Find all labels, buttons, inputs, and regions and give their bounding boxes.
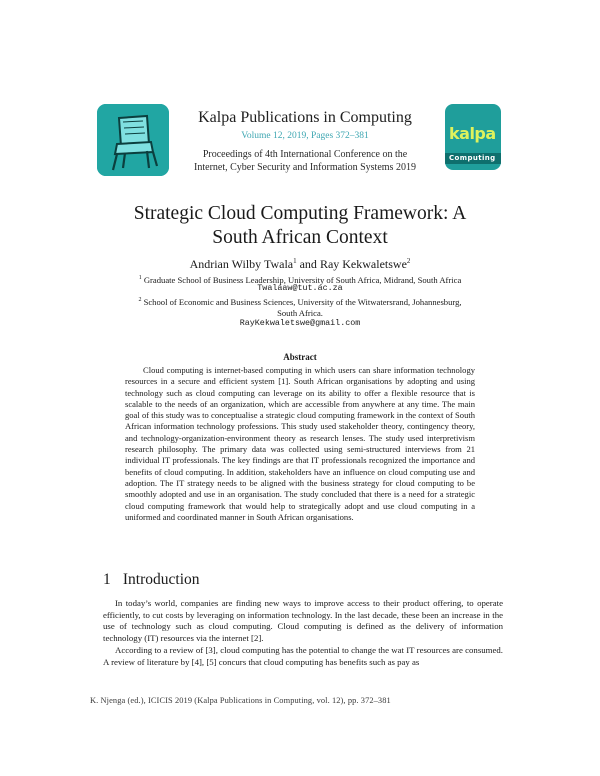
paragraph: According to a review of [3], cloud computing has the potential to change the wat IT resources are consumed. A review of literature by [4], [5] concurs that cloud computing has benefits such as pay as	[103, 645, 503, 667]
author-list	[60, 257, 540, 272]
paper-title	[60, 202, 540, 250]
title-line-1: Strategic Cloud Computing Framework: A	[133, 203, 467, 224]
kalpa-computing-logo	[445, 104, 501, 170]
footer-citation: K. Njenga (ed.), ICICIS 2019 (Kalpa Publications in Computing, vol. 12), pp. 372–381	[90, 696, 391, 705]
series-title: Kalpa Publications in Computing	[198, 109, 412, 126]
paragraph: In today’s world, companies are finding new ways to improve access to their product offering, to operate efficiently, to cut costs by leveraging on information technology. In the last decade, these been an increase in the use of technology such as cloud computing. Cloud computing is defined as the delivery of information technology (IT) resources via the internet [2].	[103, 598, 503, 643]
author-email[interactable]: RayKekwaletswe@gmail.com	[239, 318, 361, 328]
proceedings-line-2: Internet, Cyber Security and Information Systems 2019	[194, 162, 416, 173]
affiliation-text: School of Economic and Business Sciences, University of the Witwatersrand, Johannesburg,	[141, 296, 462, 307]
affiliation-text: Graduate School of Business Leadership, University of South Africa, Midrand, South Africa	[141, 274, 462, 285]
abstract-heading: Abstract	[283, 352, 317, 362]
abstract-body: Cloud computing is internet-based computing in which users can share information technology resources in a secure and efficient system [1]. South African organisations by adopting and using technology such as cloud computing can leverage on its ability to offer a flexible resource that is scalable to the needs of an organization, which are accessible from anywhere at any time. The main goal of this study was to conceptualise a strategic cloud computing framework in the context of South African information technology professions. This study used stakeholder theory, contingency theory, and technology-organization-environment theory as research lenses. The study used interpretivism research philosophy. The primary data was collected using semi-structured interviews from 21 individual IT professionals. The key findings are that IT professionals recognized the importance and benefits of cloud computing. In addition, stakeholders have an influence on cloud computing use and adoption. The IT strategy needs to be aligned with the business strategy for cloud computing to be smoothly adopted and use in an organisation. The study concluded that there is a need for a strategic cloud computing framework that would help to strategically adopt and use cloud computing in a uniformed and coordinated manner in South African organisations.	[125, 365, 475, 522]
logo-computing-word: Computing	[449, 154, 496, 162]
author-email[interactable]: Twalaaw@tut.ac.za	[257, 283, 343, 293]
author-name: Andrian Wilby Twala	[189, 257, 294, 271]
chair-logo-icon	[97, 104, 169, 176]
affiliation-superscript: 1	[138, 275, 142, 281]
section-title: Introduction	[122, 571, 200, 588]
author-joiner: and	[296, 257, 320, 271]
section-number: 1	[103, 571, 111, 588]
affiliation-text: South Africa.	[277, 308, 323, 319]
logo-kalpa-word: kalpa	[449, 124, 496, 143]
author-name: Ray Kekwaletswe	[319, 257, 407, 271]
volume-pages-link[interactable]: Volume 12, 2019, Pages 372–381	[241, 131, 369, 141]
section-heading	[103, 571, 200, 589]
affiliation-2	[110, 295, 490, 319]
author-superscript: 1	[293, 257, 297, 265]
title-line-2: South African Context	[212, 227, 388, 248]
proceedings-info	[170, 148, 440, 174]
kalpa-chair-logo	[97, 104, 169, 176]
proceedings-line-1: Proceedings of 4th International Conference on the	[202, 149, 408, 160]
affiliation-superscript: 2	[138, 297, 142, 303]
author-superscript: 2	[406, 257, 411, 265]
